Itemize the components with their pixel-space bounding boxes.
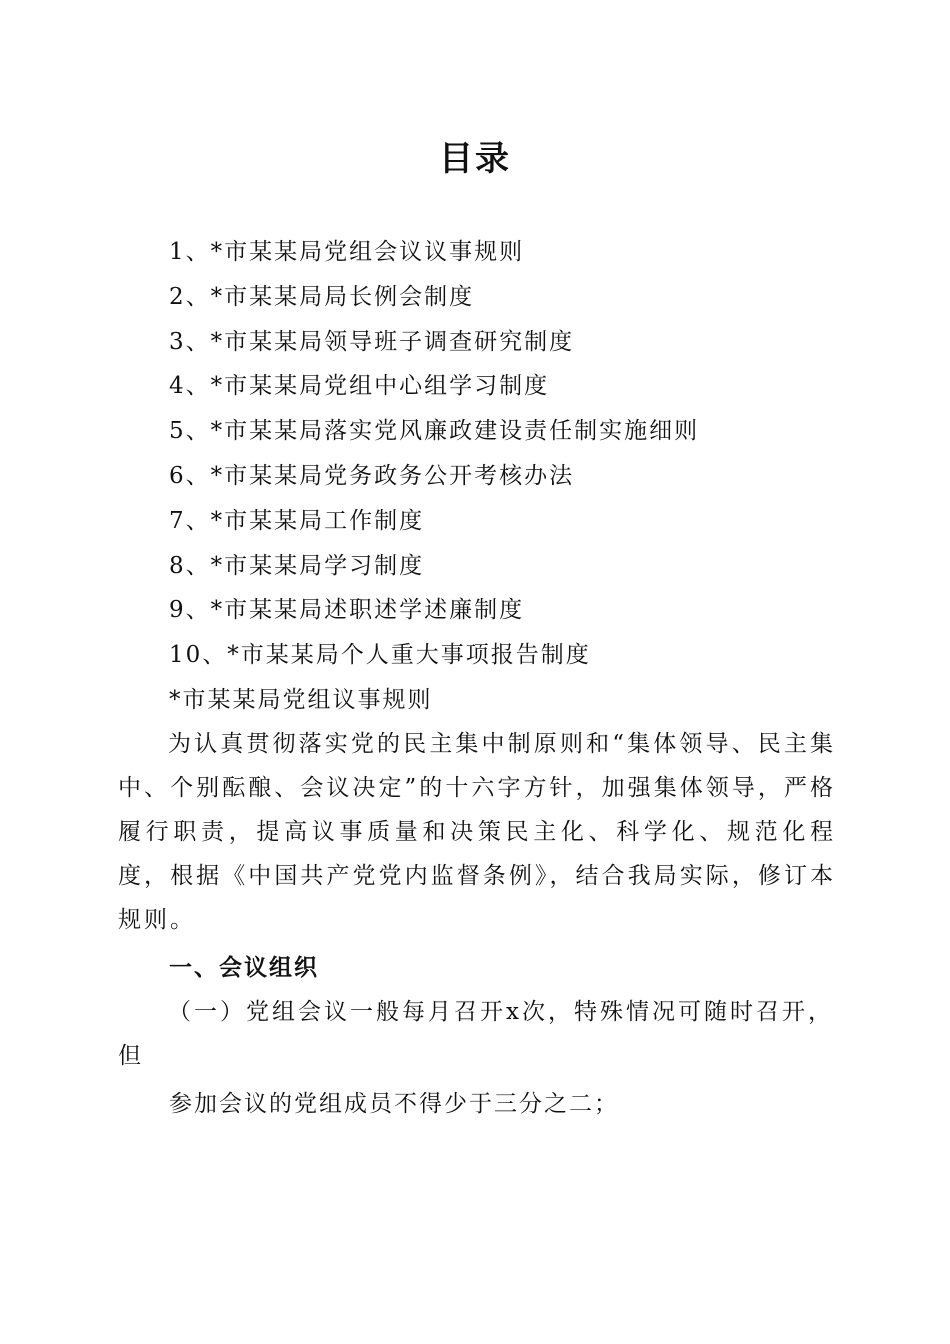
toc-item: 7、*市某某局工作制度 (169, 507, 425, 534)
toc-item: 5、*市某某局落实党风廉政建设责任制实施细则 (169, 418, 700, 445)
toc-item: 1、*市某某局党组会议议事规则 (169, 239, 525, 265)
toc-item: 2、*市某某局局长例会制度 (169, 283, 475, 310)
toc-item: 9、*市某某局述职述学述廉制度 (169, 597, 525, 624)
table-of-contents (169, 230, 699, 678)
intro-paragraph: 为认真贯彻落实党的民主集中制原则和“集体领导、民主集中、个别酝酿、会议决定”的十六字方针，加强集体领导，严格履行职责，提高议事质量和决策民主化、科学化、规范化程度，根据《中国共产党党内监督条例》，结合我局实际，修订本规则。 (118, 731, 836, 933)
toc-item: 10、*市某某局个人重大事项报告制度 (169, 642, 591, 669)
section-heading: 一、会议组织 (169, 955, 319, 981)
clause-paragraph: （一）党组会议一般每月召开x次，特殊情况可随时召开，但 (118, 999, 834, 1069)
toc-item: 3、*市某某局领导班子调查研究制度 (169, 328, 575, 355)
clause-continuation: 参加会议的党组成员不得少于三分之二； (169, 1091, 619, 1117)
toc-item: 4、*市某某局党组中心组学习制度 (169, 373, 550, 400)
toc-item: 8、*市某某局学习制度 (169, 552, 425, 579)
page-title: 目录 (439, 139, 511, 179)
document-heading: *市某某局党组议事规则 (169, 687, 433, 713)
toc-item: 6、*市某某局党务政务公开考核办法 (169, 462, 575, 489)
